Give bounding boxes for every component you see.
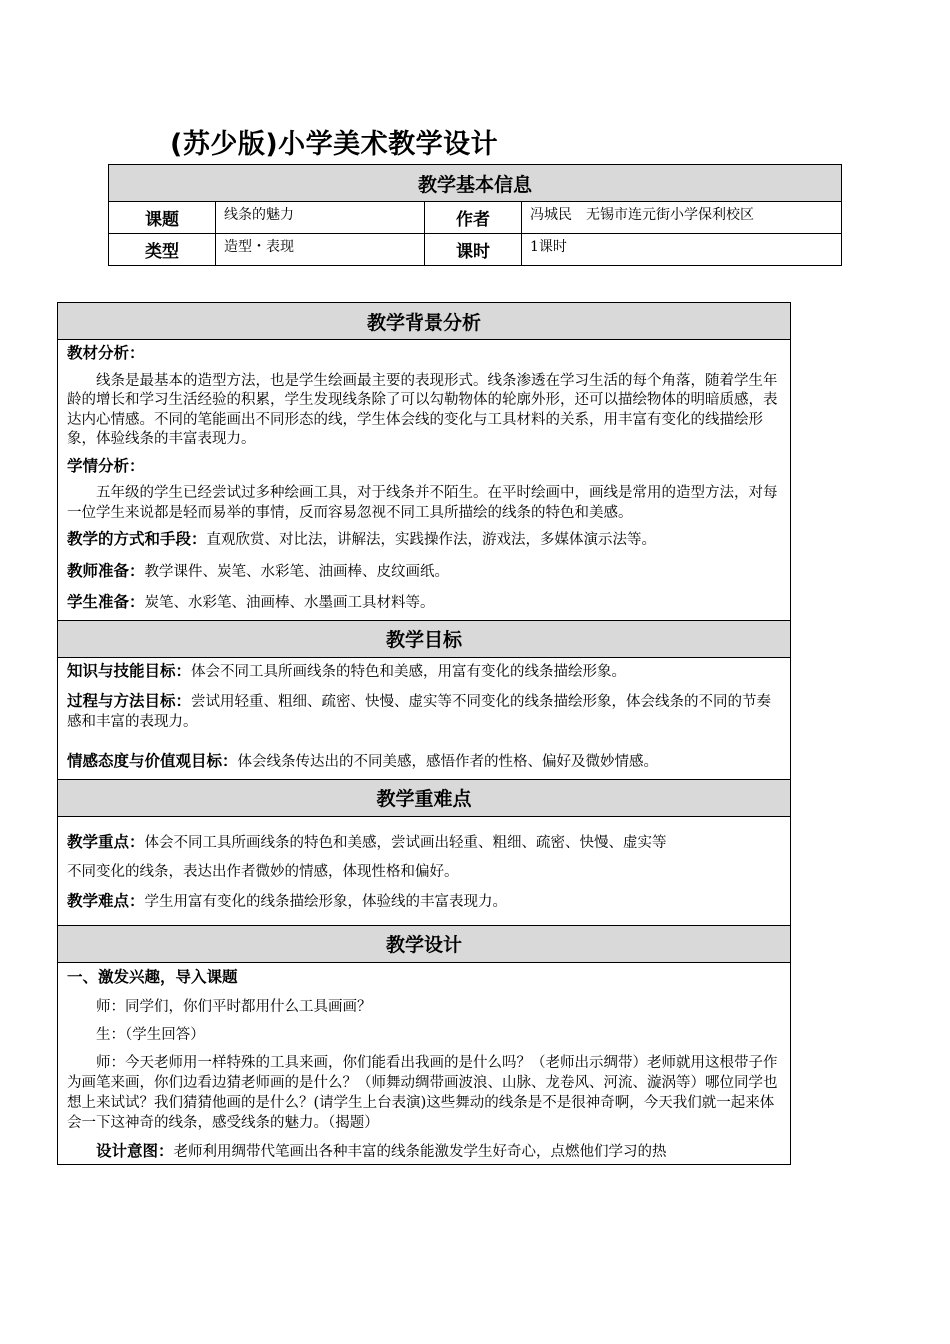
basic-info-table [108,164,842,266]
teacher-prep-label: 教师准备： [67,561,145,580]
basic-info-header: 教学基本信息 [109,165,842,202]
design-intent-text: 老师利用绸带代笔画出各种丰富的线条能激发学生好奇心，点燃他们学习的热 [173,1143,667,1160]
student-text: 五年级的学生已经尝试过多种绘画工具，对于线条并不陌生。在平时绘画中，画线是常用的造型方法，对每一位学生来说都是轻而易举的事情，反而容易忽视不同工具所描绘的线条的特色和美感。 [67,485,778,521]
design-header: 教学设计 [58,925,791,962]
type-label: 类型 [109,234,216,266]
key-line [67,831,781,854]
author-value: 冯城民 无锡市连元街小学保利校区 [522,202,842,234]
difficult-label: 教学难点： [67,891,145,910]
key-text-1: 体会不同工具所画线条的特色和美感，尝试画出轻重、粗细、疏密、快慢、虚实等 [144,834,667,851]
emotion-text: 体会线条传达出的不同美感，感悟作者的性格、偏好及微妙情感。 [237,754,659,770]
teacher-prep-line [67,562,781,583]
key-text-2: 不同变化的线条，表达出作者微妙的情感，体现性格和偏好。 [67,863,459,880]
key-points-header: 教学重难点 [58,779,791,816]
design-line-2: 生：（学生回答） [96,1026,205,1043]
process-line [67,692,781,732]
design-line-1: 师：同学们，你们平时都用什么工具画画？ [96,998,372,1015]
student-label: 学情分析： [67,456,145,475]
type-value: 造型・表现 [216,234,425,266]
document-title: (苏少版)小学美术教学设计 [170,129,499,160]
author-label: 作者 [425,202,522,234]
design-line-3: 师：今天老师用一样特殊的工具来画，你们能看出我画的是什么吗？（老师出示绸带）老师就用这根带子作为画笔来画，你们边看边猜老师画的是什么？（师舞动绸带画波浪、山脉、龙卷风、河流、漩涡等）哪位同学也想上来试试？我们猜猜他画的是什么？(请学生上台表演)这些舞动的线条是不是很神奇啊，今天我们就一起来体会一下这神奇的线条，感受线条的魅力。（揭题） [67,1054,778,1131]
process-text: 尝试用轻重、粗细、疏密、快慢、虚实等不同变化的线条描绘形象，体会线条的不同的节奏感和丰富的表现力。 [67,694,772,730]
goals-header: 教学目标 [58,620,791,657]
material-label: 教材分析： [67,344,145,362]
difficult-text: 学生用富有变化的线条描绘形象，体验线的丰富表现力。 [144,893,508,910]
background-header: 教学背景分析 [58,303,791,340]
emotion-label: 情感态度与价值观目标： [67,752,238,770]
method-label: 教学的方式和手段： [67,530,207,548]
difficult-line [67,890,781,913]
material-text: 线条是最基本的造型方法，也是学生绘画最主要的表现形式。线条渗透在学习生活的每个角落，随着学生年龄的增长和学习生活经验的积累，学生发现线条除了可以勾勒物体的轮廓外形，还可以描绘物体的明暗质感，表达内心情感。不同的笔能画出不同形态的线，学生体会线的变化与工具材料的关系，用丰富有变化的线描绘形象，体验线条的丰富表现力。 [67,372,778,447]
student-prep-text: 炭笔、水彩笔、油画棒、水墨画工具材料等。 [144,595,435,611]
student-prep-line [67,593,781,614]
design-section [58,962,791,1164]
hours-label: 课时 [425,234,522,266]
student-prep-label: 学生准备： [67,593,145,611]
teacher-prep-text: 教学课件、炭笔、水彩笔、油画棒、皮纹画纸。 [144,563,450,580]
hours-value: 1课时 [522,234,842,266]
topic-label: 课题 [109,202,216,234]
knowledge-label: 知识与技能目标： [67,661,192,680]
goals-section [58,657,791,779]
topic-value: 线条的魅力 [216,202,425,234]
key-points-section [58,816,791,925]
knowledge-text: 体会不同工具所画线条的特色和美感，用富有变化的线条描绘形象。 [191,663,627,680]
design-intent-label: 设计意图： [96,1141,174,1160]
method-line [67,530,781,551]
process-label: 过程与方法目标： [67,692,192,710]
knowledge-line [67,662,781,683]
method-text: 直观欣赏、对比法，讲解法，实践操作法，游戏法，多媒体演示法等。 [206,532,657,548]
lesson-plan-table [57,302,791,1165]
key-label: 教学重点： [67,832,145,851]
background-section [58,340,791,621]
design-intent-line [67,1141,781,1162]
emotion-line [67,752,781,773]
section1-title: 一、激发兴趣，导入课题 [67,967,238,986]
